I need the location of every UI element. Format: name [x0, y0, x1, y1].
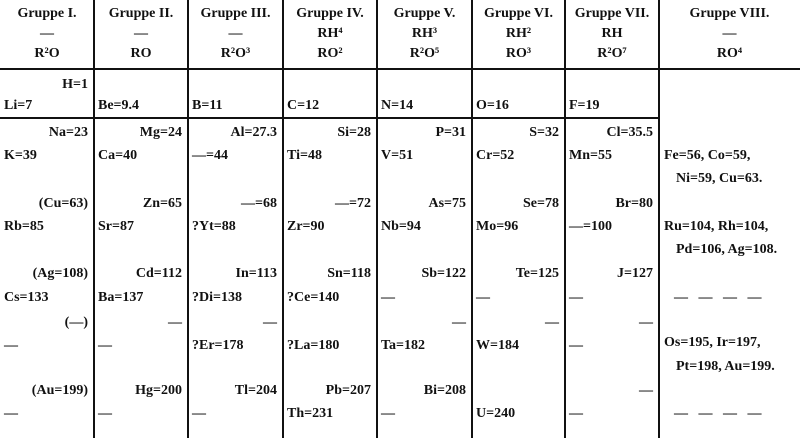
- element-entry: —: [452, 315, 466, 330]
- element-entry: Bi=208: [423, 383, 466, 398]
- group-header-line3: RO: [130, 46, 152, 61]
- element-entry: Br=80: [615, 196, 653, 211]
- element-entry: Mg=24: [139, 125, 182, 140]
- element-entry: V=51: [381, 148, 414, 163]
- element-entry: U=240: [476, 406, 516, 421]
- element-entry: —: [4, 338, 18, 353]
- group-header-title: Gruppe VI.: [484, 6, 553, 21]
- group-header-line3: RO³: [505, 46, 532, 61]
- element-entry: Be=9.4: [98, 98, 140, 113]
- element-entry: —: [639, 383, 653, 398]
- element-entry: Ta=182: [381, 338, 426, 353]
- element-entry: Ba=137: [98, 290, 144, 305]
- element-entry: —: [381, 406, 395, 421]
- group-header-title: Gruppe VII.: [574, 6, 650, 21]
- element-entry: —: [569, 290, 583, 305]
- group-header-line2: —: [134, 26, 148, 41]
- element-entry: Nb=94: [381, 219, 421, 234]
- element-entry: Rb=85: [4, 219, 44, 234]
- group-header-line2: RH²: [505, 26, 532, 41]
- element-entry: ?Yt=88: [192, 219, 236, 234]
- group-header-line2: —: [40, 26, 54, 41]
- element-entry: W=184: [476, 338, 519, 353]
- group-header-line2: RH⁴: [317, 26, 343, 41]
- element-entry: —: [168, 315, 182, 330]
- element-entry: ?Ce=140: [287, 290, 340, 305]
- element-entry: B=11: [192, 98, 223, 113]
- group8-entry: — — — —: [674, 406, 762, 421]
- element-entry: Te=125: [515, 266, 559, 281]
- column-divider: [658, 0, 660, 438]
- element-entry: P=31: [435, 125, 466, 140]
- group-header-line3: R²O⁷: [597, 46, 627, 61]
- group8-entry: Ru=104, Rh=104,: [664, 219, 769, 234]
- group8-entry: Pd=106, Ag=108.: [676, 242, 778, 257]
- element-entry: Hg=200: [135, 383, 182, 398]
- element-entry: J=127: [617, 266, 653, 281]
- element-entry: (Cu=63): [38, 196, 88, 211]
- element-entry: —=100: [569, 219, 612, 234]
- element-entry: Tl=204: [234, 383, 277, 398]
- element-entry: S=32: [529, 125, 559, 140]
- group8-entry: Fe=56, Co=59,: [664, 148, 751, 163]
- group-header: [377, 4, 472, 64]
- element-entry: Li=7: [4, 98, 33, 113]
- element-entry: Mn=55: [569, 148, 612, 163]
- group-header-title: Gruppe V.: [393, 6, 456, 21]
- group-header-line3: R²O³: [220, 46, 251, 61]
- element-entry: —: [381, 290, 395, 305]
- element-entry: Cl=35.5: [606, 125, 653, 140]
- group-header: [659, 4, 800, 64]
- element-entry: F=19: [569, 98, 600, 113]
- group-header-line2: —: [722, 26, 737, 41]
- element-entry: (Ag=108): [32, 266, 88, 281]
- group-header-line2: RH³: [411, 26, 438, 41]
- element-entry: Zr=90: [287, 219, 325, 234]
- element-entry: —: [192, 406, 206, 421]
- element-entry: —: [98, 406, 112, 421]
- element-entry: ?La=180: [287, 338, 340, 353]
- element-entry: In=113: [235, 266, 277, 281]
- element-entry: Th=231: [287, 406, 334, 421]
- group-header-title: Gruppe IV.: [296, 6, 364, 21]
- group-header-line3: RO²: [317, 46, 343, 61]
- group-header-line3: RO⁴: [716, 46, 743, 61]
- group-header: [188, 4, 283, 64]
- row-divider: [0, 68, 659, 70]
- element-entry: —: [476, 290, 490, 305]
- element-entry: Ti=48: [287, 148, 322, 163]
- group-header-line2: —: [228, 26, 243, 41]
- group-header-title: Gruppe II.: [108, 6, 174, 21]
- group-header: [565, 4, 659, 64]
- element-entry: —: [545, 315, 559, 330]
- group-header-line3: R²O: [34, 46, 60, 61]
- element-entry: Sr=87: [98, 219, 134, 234]
- group-header-line2: RH: [601, 26, 623, 41]
- column-divider: [282, 0, 284, 438]
- group-header-title: Gruppe III.: [200, 6, 271, 21]
- column-divider: [187, 0, 189, 438]
- element-entry: Cs=133: [4, 290, 49, 305]
- element-entry: N=14: [381, 98, 414, 113]
- column-divider: [376, 0, 378, 438]
- group8-entry: Ni=59, Cu=63.: [676, 171, 763, 186]
- row-divider: [659, 68, 800, 70]
- group-header-title: Gruppe I.: [17, 6, 77, 21]
- group8-entry: Os=195, Ir=197,: [664, 335, 761, 350]
- element-entry: —: [4, 406, 18, 421]
- row-divider: [0, 117, 659, 119]
- element-entry: Cr=52: [476, 148, 515, 163]
- element-entry: O=16: [476, 98, 509, 113]
- group-header: [472, 4, 565, 64]
- element-entry: C=12: [287, 98, 320, 113]
- group-header-line3: R²O⁵: [409, 46, 440, 61]
- group8-entry: Pt=198, Au=199.: [676, 359, 775, 374]
- element-entry: —=72: [335, 196, 371, 211]
- element-entry: Al=27.3: [230, 125, 277, 140]
- element-entry: Zn=65: [142, 196, 182, 211]
- element-entry: —: [569, 338, 583, 353]
- column-divider: [471, 0, 473, 438]
- element-entry: —=68: [241, 196, 277, 211]
- element-entry: H=1: [62, 77, 88, 92]
- element-entry: Sn=118: [327, 266, 371, 281]
- element-entry: Sb=122: [421, 266, 466, 281]
- element-entry: As=75: [428, 196, 466, 211]
- group-header: [94, 4, 188, 64]
- element-entry: —: [569, 406, 583, 421]
- element-entry: K=39: [4, 148, 37, 163]
- element-entry: Ca=40: [98, 148, 138, 163]
- element-entry: ?Di=138: [192, 290, 242, 305]
- element-entry: —: [263, 315, 277, 330]
- column-divider: [564, 0, 566, 438]
- element-entry: Se=78: [523, 196, 559, 211]
- column-divider: [93, 0, 95, 438]
- element-entry: Mo=96: [476, 219, 519, 234]
- group-header-title: Gruppe VIII.: [689, 6, 770, 21]
- group-header: [0, 4, 94, 64]
- element-entry: (—): [64, 315, 88, 330]
- group-header: [283, 4, 377, 64]
- element-entry: —=44: [192, 148, 228, 163]
- element-entry: Pb=207: [325, 383, 371, 398]
- group8-entry: — — — —: [674, 290, 762, 305]
- element-entry: Si=28: [337, 125, 371, 140]
- element-entry: —: [98, 338, 112, 353]
- element-entry: Na=23: [48, 125, 88, 140]
- element-entry: Cd=112: [135, 266, 182, 281]
- element-entry: (Au=199): [31, 383, 88, 398]
- element-entry: —: [639, 315, 653, 330]
- element-entry: ?Er=178: [192, 338, 244, 353]
